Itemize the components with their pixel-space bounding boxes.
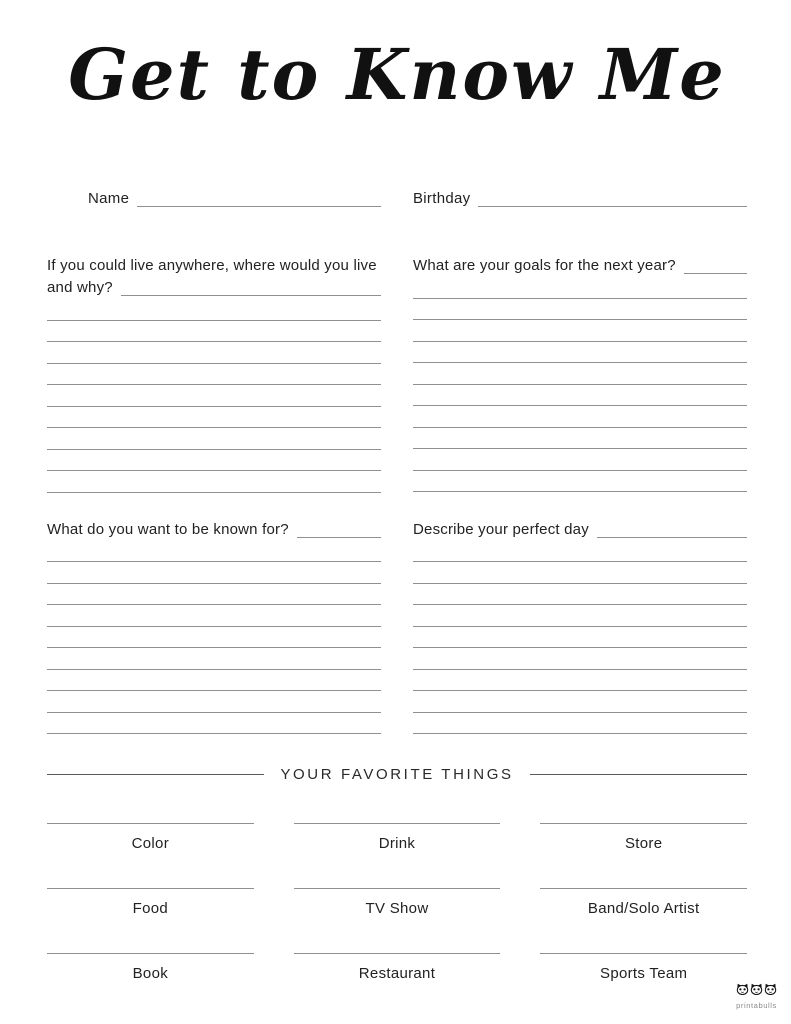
ruled-line — [47, 342, 381, 364]
ruled-line — [413, 363, 747, 385]
heading-right-rule — [530, 774, 747, 775]
name-blank-line — [137, 206, 381, 207]
ruled-line — [47, 299, 381, 321]
favorite-label: Store — [624, 835, 663, 852]
favorite-cell — [294, 888, 501, 928]
answer-blank-line — [684, 273, 747, 274]
favorite-label: Color — [131, 835, 169, 852]
favorite-cell — [540, 888, 747, 928]
name-label: Name — [88, 190, 130, 207]
ruled-line — [47, 541, 381, 563]
question-perfect-day — [413, 519, 747, 735]
ruled-line — [413, 406, 747, 428]
question-goals — [413, 255, 747, 493]
question-text-continued: and why? — [47, 277, 381, 299]
bulldog-icon — [736, 982, 749, 1000]
ruled-line — [47, 385, 381, 407]
answer-lines — [47, 541, 381, 735]
bulldog-icon — [764, 982, 777, 1000]
ruled-line — [413, 299, 747, 321]
birthday-label: Birthday — [413, 190, 471, 207]
birthday-blank-line — [478, 206, 747, 207]
ruled-line — [47, 450, 381, 472]
favorite-cell — [294, 823, 501, 863]
answer-blank-line — [597, 537, 747, 538]
ruled-line — [413, 320, 747, 342]
ruled-line — [413, 562, 747, 584]
ruled-line — [47, 713, 381, 735]
ruled-line — [47, 471, 381, 493]
favorite-cell — [294, 953, 501, 993]
ruled-line — [47, 627, 381, 649]
favorite-cell — [47, 888, 254, 928]
favorites-grid — [47, 823, 747, 993]
ruled-line — [47, 691, 381, 713]
answer-blank-line — [297, 537, 381, 538]
questions-row-1 — [47, 255, 747, 493]
ruled-line — [413, 584, 747, 606]
question-text: What do you want to be known for? — [47, 519, 381, 541]
printabulls-logo — [736, 982, 777, 1010]
ruled-line — [413, 449, 747, 471]
ruled-line — [47, 605, 381, 627]
favorite-cell — [47, 953, 254, 993]
favorite-label: Drink — [378, 835, 416, 852]
favorite-label: Sports Team — [600, 965, 688, 982]
ruled-line — [413, 428, 747, 450]
answer-lines — [413, 277, 747, 492]
favorite-cell — [540, 823, 747, 863]
ruled-line — [413, 541, 747, 563]
favorite-cell — [47, 823, 254, 863]
bulldog-icon — [750, 982, 763, 1000]
favorite-cell — [540, 953, 747, 993]
favorite-label: Food — [132, 900, 169, 917]
ruled-line — [47, 364, 381, 386]
answer-lines — [47, 299, 381, 493]
favorite-label: TV Show — [365, 900, 429, 917]
ruled-line — [47, 428, 381, 450]
ruled-line — [413, 385, 747, 407]
ruled-line — [413, 277, 747, 299]
ruled-line — [47, 321, 381, 343]
favorite-label: Band/Solo Artist — [587, 900, 700, 917]
brand-name: printabulls — [736, 1001, 777, 1010]
ruled-line — [47, 407, 381, 429]
question-text: If you could live anywhere, where would you live — [47, 257, 377, 274]
name-field — [47, 188, 381, 210]
ruled-line — [413, 670, 747, 692]
favorites-heading-text: YOUR FAVORITE THINGS — [280, 766, 514, 783]
questions-row-2 — [47, 519, 747, 735]
question-text: What are your goals for the next year? — [413, 255, 747, 277]
answer-blank-line — [121, 295, 381, 296]
ruled-line — [47, 670, 381, 692]
ruled-line — [413, 691, 747, 713]
question-text: Describe your perfect day — [413, 519, 747, 541]
ruled-line — [413, 648, 747, 670]
ruled-line — [47, 648, 381, 670]
question-known-for — [47, 519, 381, 735]
heading-left-rule — [47, 774, 264, 775]
ruled-line — [47, 584, 381, 606]
birthday-field — [413, 188, 747, 210]
ruled-line — [413, 342, 747, 364]
question-live-anywhere — [47, 255, 381, 493]
favorites-section-heading — [47, 766, 747, 783]
ruled-line — [413, 713, 747, 735]
ruled-line — [413, 605, 747, 627]
answer-lines — [413, 541, 747, 735]
ruled-line — [413, 471, 747, 493]
ruled-line — [413, 627, 747, 649]
identity-fields-row — [47, 188, 747, 210]
page-title: Get to Know Me — [68, 33, 726, 116]
logo-dogs-row — [736, 982, 777, 1000]
favorite-label: Restaurant — [358, 965, 436, 982]
favorite-label: Book — [132, 965, 169, 982]
ruled-line — [47, 562, 381, 584]
